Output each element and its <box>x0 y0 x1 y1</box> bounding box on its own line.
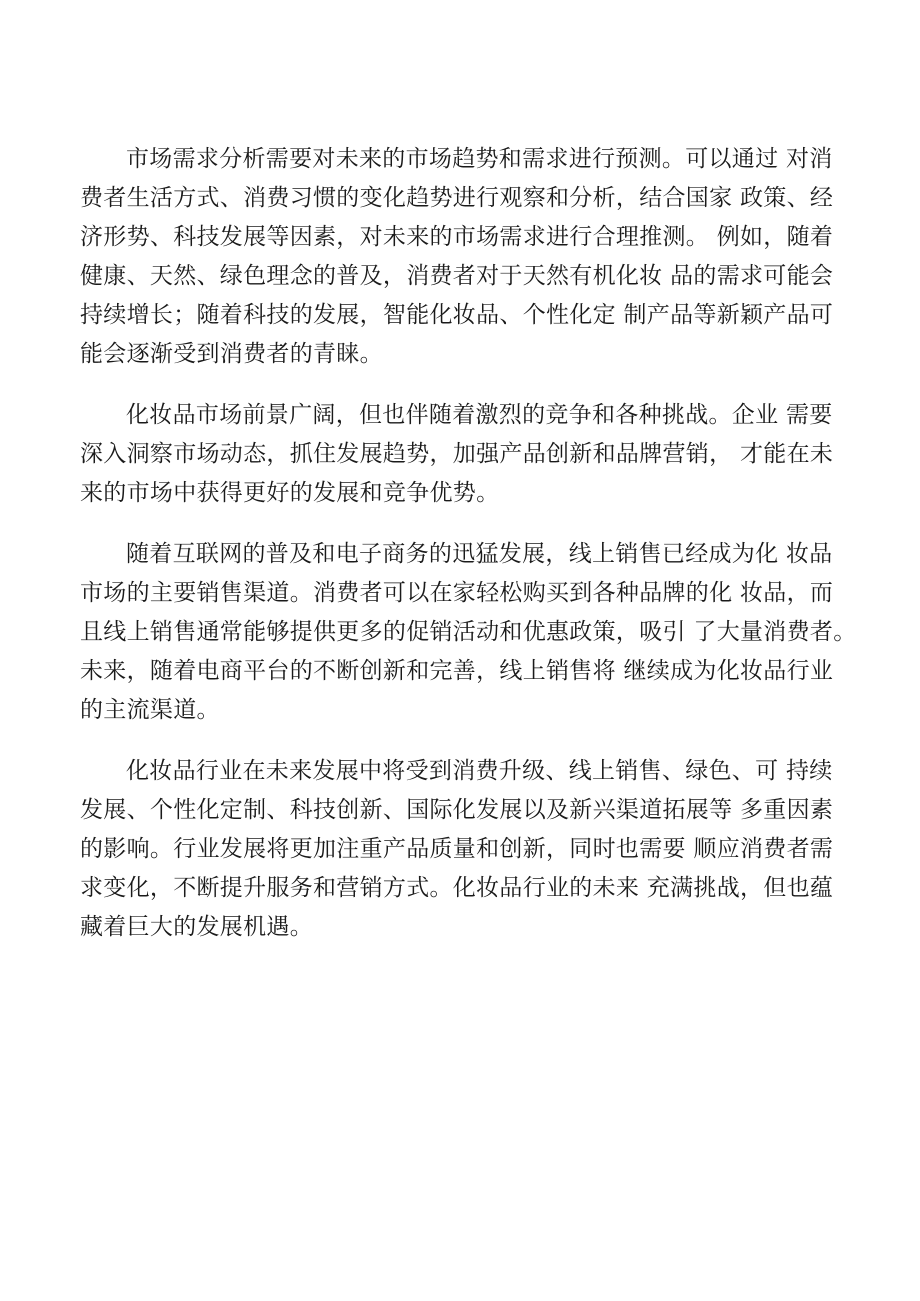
text-line: 化妆品市场前景广阔，但也伴随着激烈的竞争和各种挑战。企业 需要 <box>126 402 833 428</box>
text-line: 化妆品行业在未来发展中将受到消费升级、线上销售、绿色、可 持续 <box>126 758 833 784</box>
text-line: 市场需求分析需要对未来的市场趋势和需求进行预测。可以通过 对消 <box>126 146 833 172</box>
text-line: 来的市场中获得更好的发展和竞争优势。 <box>80 480 500 506</box>
text-line: 持续增长；随着科技的发展，智能化妆品、个性化定 制产品等新颖产品可 <box>80 302 834 328</box>
text-line: 深入洞察市场动态，抓住发展趋势，加强产品创新和品牌营销， 才能在未 <box>80 441 834 467</box>
text-line: 藏着巨大的发展机遇。 <box>80 914 313 940</box>
text-line: 未来，随着电商平台的不断创新和完善，线上销售将 继续成为化妆品行业 <box>80 658 834 684</box>
paragraph-market-demand-analysis <box>80 140 840 374</box>
text-line: 随着互联网的普及和电子商务的迅猛发展，线上销售已经成为化 妆品 <box>126 541 833 567</box>
paragraph-industry-future <box>80 752 840 947</box>
text-line: 求变化，不断提升服务和营销方式。化妆品行业的未来 充满挑战，但也蕴 <box>80 875 834 901</box>
text-line: 市场的主要销售渠道。消费者可以在家轻松购买到各种品牌的化 妆品，而 <box>80 580 834 606</box>
text-line: 济形势、科技发展等因素，对未来的市场需求进行合理推测。 例如，随着 <box>80 224 834 250</box>
document-body <box>80 140 857 947</box>
paragraph-market-outlook <box>80 396 840 513</box>
paragraph-online-sales <box>80 535 857 730</box>
text-line: 健康、天然、绿色理念的普及，消费者对于天然有机化妆 品的需求可能会 <box>80 263 834 289</box>
text-line: 且线上销售通常能够提供更多的促销活动和优惠政策，吸引 了大量消费者。 <box>80 619 857 645</box>
text-line: 的主流渠道。 <box>80 697 220 723</box>
text-line: 的影响。行业发展将更加注重产品质量和创新，同时也需要 顺应消费者需 <box>80 836 834 862</box>
text-line: 费者生活方式、消费习惯的变化趋势进行观察和分析，结合国家 政策、经 <box>80 185 834 211</box>
text-line: 能会逐渐受到消费者的青睐。 <box>80 341 383 367</box>
text-line: 发展、个性化定制、科技创新、国际化发展以及新兴渠道拓展等 多重因素 <box>80 797 834 823</box>
